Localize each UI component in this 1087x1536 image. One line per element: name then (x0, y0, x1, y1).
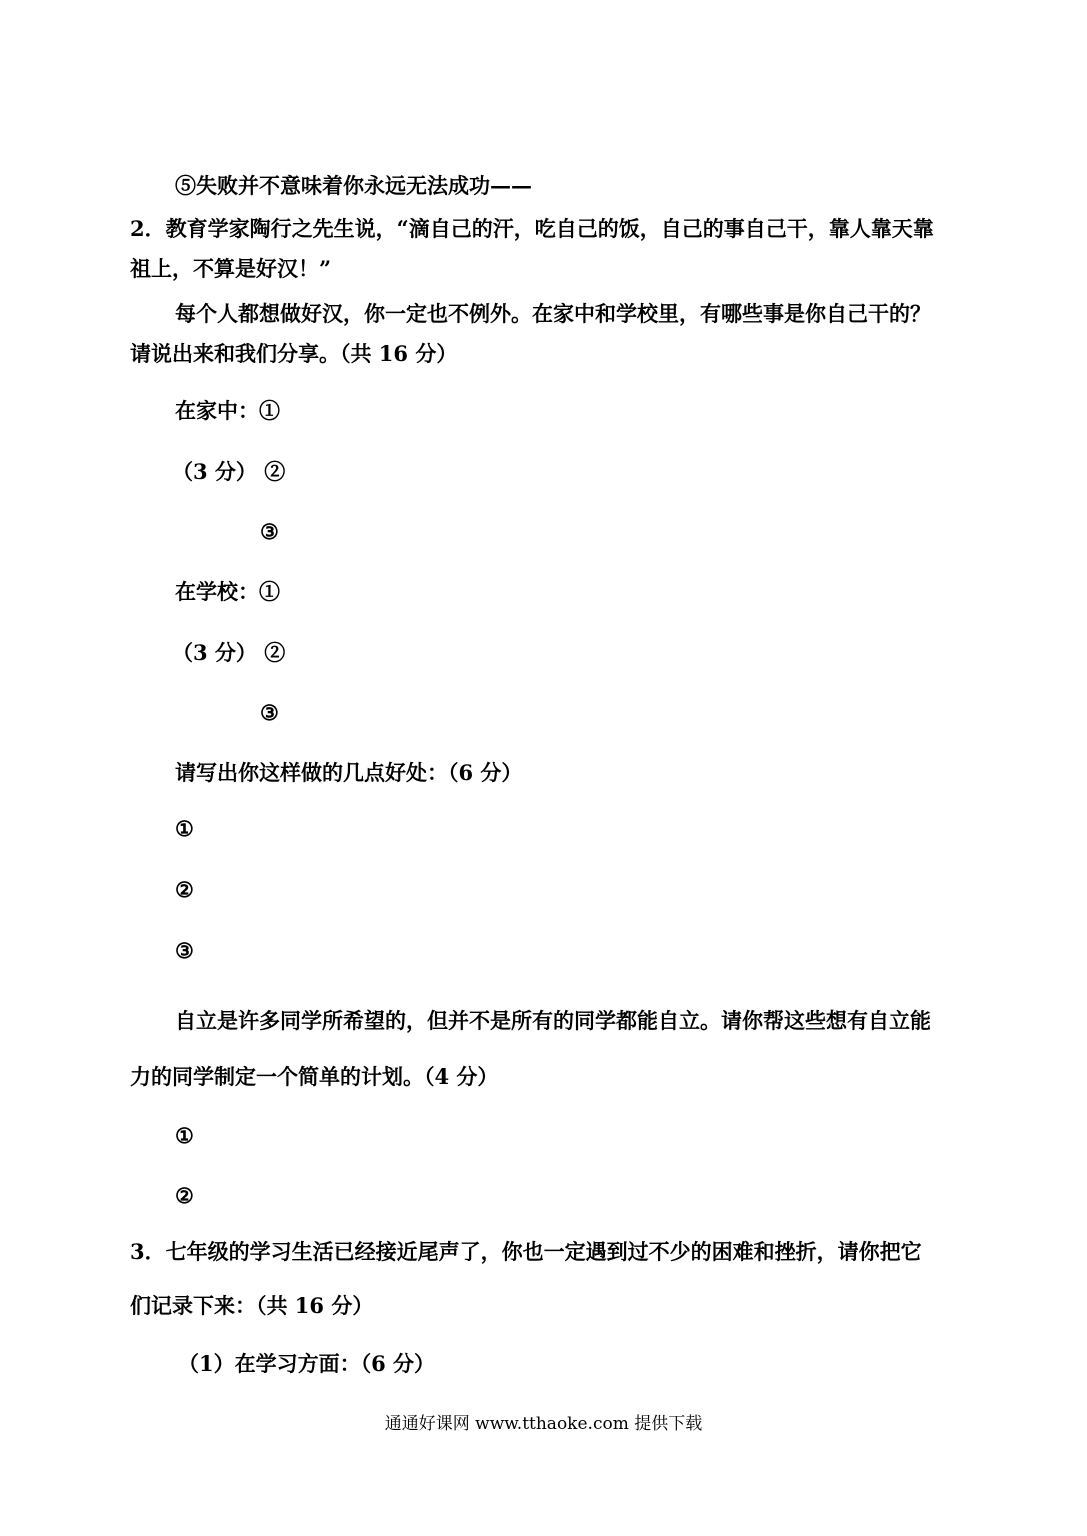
benefit-prompt: 请写出你这样做的几点好处：（6 分） (175, 760, 523, 785)
question-2-prompt-line-2: 请说出来和我们分享。（共 16 分） (130, 341, 458, 366)
plan-prompt-line-1: 自立是许多同学所希望的，但并不是所有的同学都能自立。请你帮这些想有自立能 (175, 1008, 931, 1033)
school-score: （3 分） ② (172, 640, 286, 665)
home-label: 在家中：① (175, 398, 280, 423)
school-label: 在学校：① (175, 579, 280, 604)
plan-item-1: ① (175, 1123, 194, 1148)
question-2-prompt-line-1: 每个人都想做好汉，你一定也不例外。在家中和学校里，有哪些事是你自己干的？ (175, 301, 931, 326)
question-3-sub-1: （1）在学习方面：（6 分） (178, 1351, 436, 1376)
plan-item-2: ② (175, 1183, 194, 1208)
text-line: ⑤失败并不意味着你永远无法成功—— (175, 173, 532, 198)
footer-credit: 通通好课网 www.tthaoke.com 提供下载 (384, 1414, 703, 1434)
question-2-line-1: 2．教育学家陶行之先生说，“滴自己的汗，吃自己的饭，自己的事自己干，靠人靠天靠 (130, 216, 934, 241)
benefit-item-2: ② (175, 877, 194, 902)
home-item-3: ③ (260, 519, 279, 544)
benefit-item-3: ③ (175, 938, 194, 963)
home-score: （3 分） ② (172, 459, 286, 484)
school-item-3: ③ (260, 700, 279, 725)
benefit-item-1: ① (175, 816, 194, 841)
question-2-line-2: 祖上，不算是好汉！” (130, 256, 332, 281)
question-3-line-1: 3．七年级的学习生活已经接近尾声了，你也一定遇到过不少的困难和挫折，请你把它 (130, 1239, 922, 1264)
plan-prompt-line-2: 力的同学制定一个简单的计划。（4 分） (130, 1064, 499, 1089)
question-3-line-2: 们记录下来：（共 16 分） (130, 1293, 374, 1318)
